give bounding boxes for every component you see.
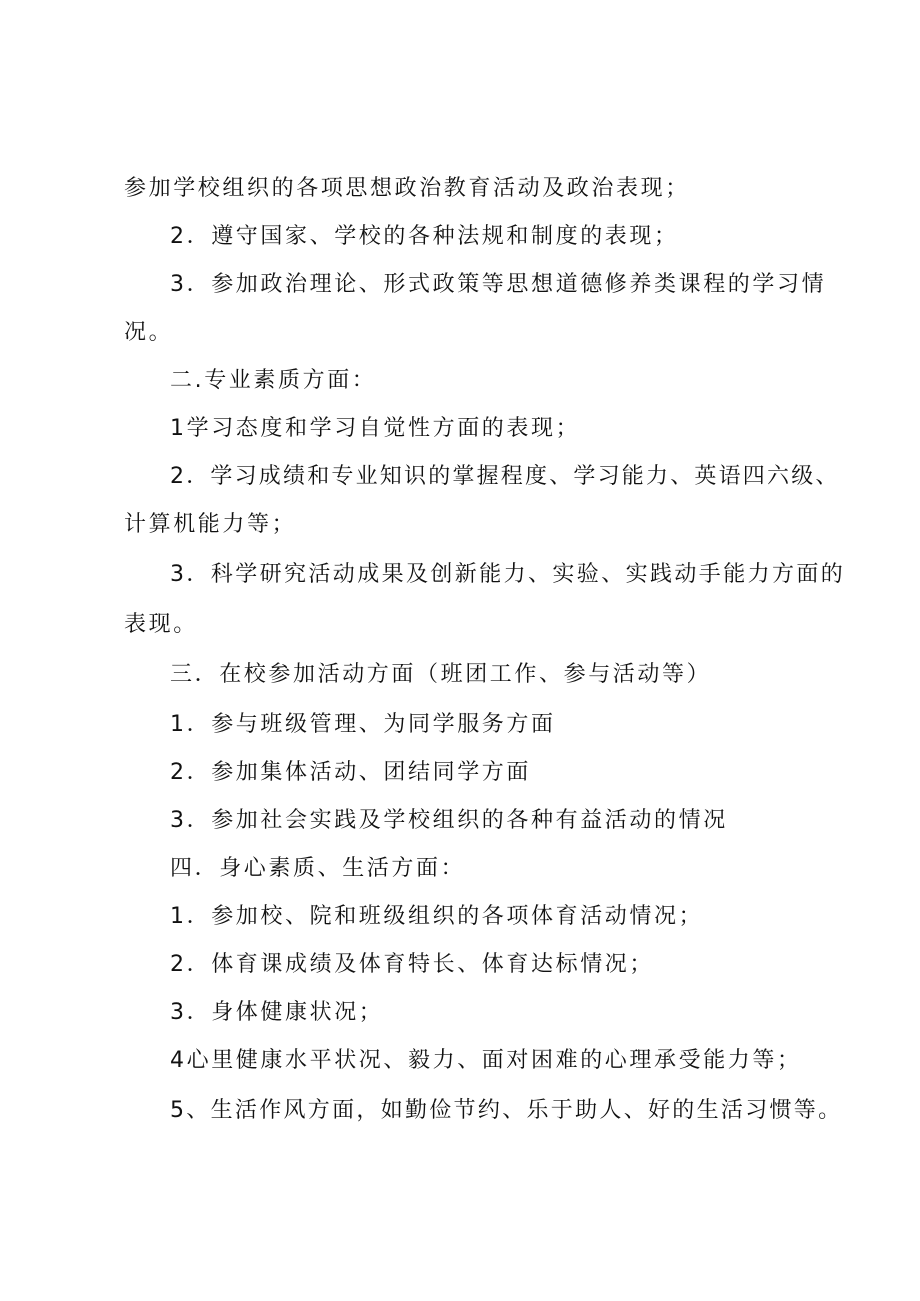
list-item: 2．体育课成绩及体育特长、体育达标情况； <box>170 952 654 977</box>
list-item: 3．参加政治理论、形式政策等思想道德修养类课程的学习情 <box>170 272 827 297</box>
section-heading: 四．身心素质、生活方面： <box>170 856 466 881</box>
list-item: 2．遵守国家、学校的各种法规和制度的表现； <box>170 224 679 249</box>
list-item: 2．参加集体活动、团结同学方面 <box>170 760 531 785</box>
section-heading: 三．在校参加活动方面（班团工作、参与活动等） <box>170 662 712 687</box>
list-item: 5、生活作风方面，如勤俭节约、乐于助人、好的生活习惯等。 <box>170 1098 843 1123</box>
section-heading: 二.专业素质方面： <box>170 368 377 393</box>
list-item-continuation: 计算机能力等； <box>124 512 297 537</box>
paragraph-line: 参加学校组织的各项思想政治教育活动及政治表现； <box>124 176 690 201</box>
list-item-continuation: 况。 <box>124 320 174 345</box>
list-item: 1学习态度和学习自觉性方面的表现； <box>170 416 581 441</box>
list-item: 3．参加社会实践及学校组织的各种有益活动的情况 <box>170 808 728 833</box>
list-item: 4心里健康水平状况、毅力、面对困难的心理承受能力等； <box>170 1048 802 1073</box>
list-item: 2．学习成绩和专业知识的掌握程度、学习能力、英语四六级、 <box>170 464 840 489</box>
list-item: 1．参与班级管理、为同学服务方面 <box>170 712 556 737</box>
list-item-continuation: 表现。 <box>124 612 198 637</box>
list-item: 1．参加校、院和班级组织的各项体育活动情况； <box>170 904 704 929</box>
list-item: 3．身体健康状况； <box>170 1000 384 1025</box>
list-item: 3．科学研究活动成果及创新能力、实验、实践动手能力方面的 <box>170 562 846 587</box>
